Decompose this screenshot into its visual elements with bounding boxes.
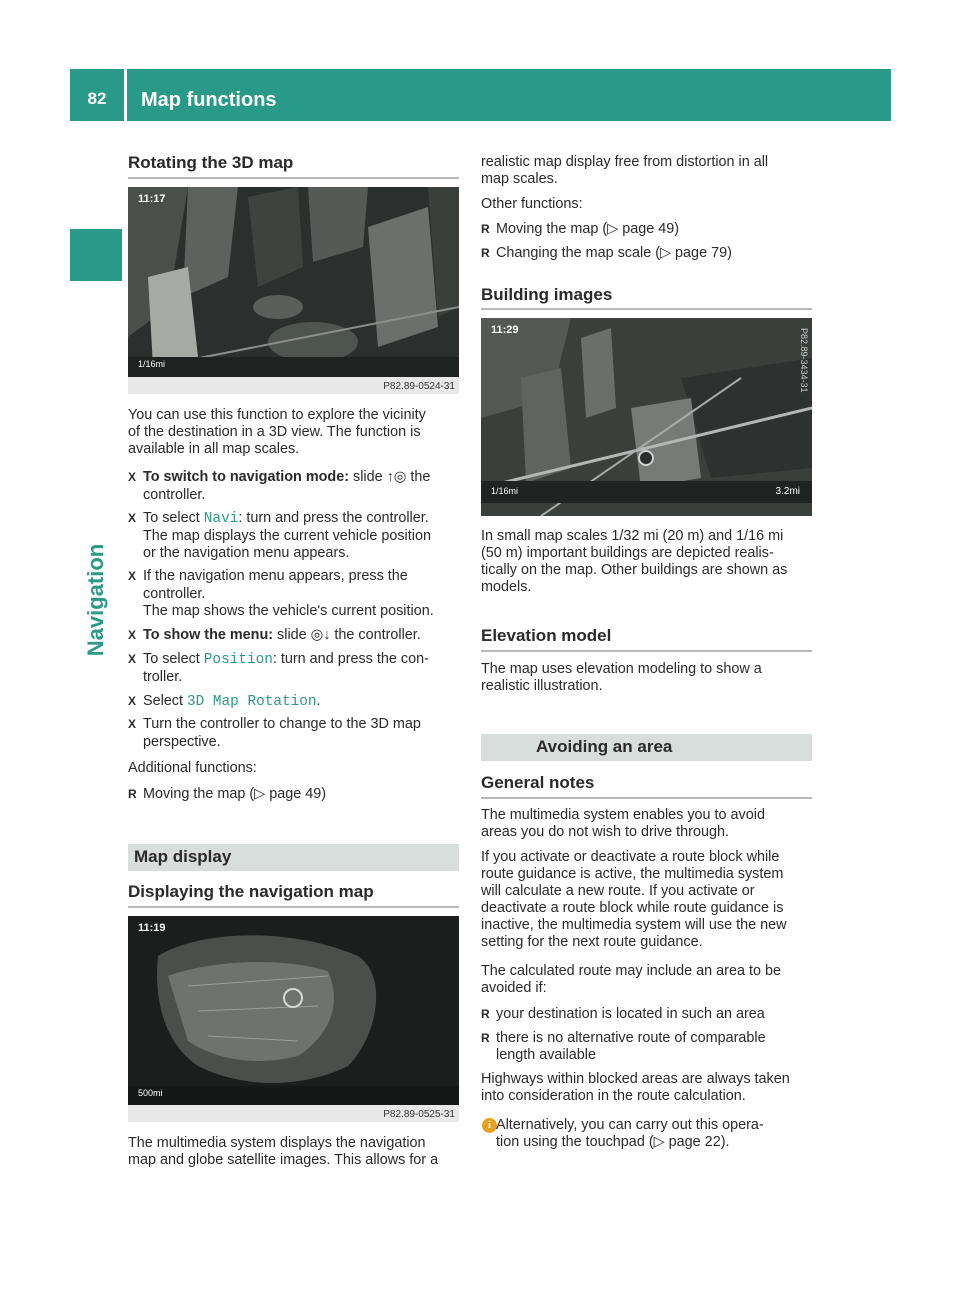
para-avoid-2: If you activate or deactivate a route block while <box>481 849 780 865</box>
step-bold: To show the menu: <box>143 627 274 643</box>
info-icon: i <box>482 1118 497 1133</box>
step-text: . <box>316 693 321 709</box>
screenshot-navigation-map <box>128 916 459 1122</box>
step-text: To select <box>143 651 204 667</box>
map-scale-label: 1/16mi <box>491 486 519 496</box>
3d-city-map-image <box>128 187 459 394</box>
step-text: Select <box>143 693 187 709</box>
menu-item-3d-map-rotation: 3D Map Rotation <box>187 694 317 710</box>
controller-slide-down-icon: ◎↓ <box>310 627 331 643</box>
para-intro-3: available in all map scales. <box>128 441 300 457</box>
para-avoid-2: inactive, the multimedia system will use the new <box>481 917 787 933</box>
para-nav-map-2: map and globe satellite images. This allows for a <box>128 1152 439 1168</box>
para-intro-2: of the destination in a 3D view. The function is <box>128 424 421 440</box>
heading-building-images: Building images <box>481 285 613 304</box>
para-cont-1: realistic map display free from distortion in all <box>481 154 769 170</box>
para-avoid-1: areas you do not wish to drive through. <box>481 824 729 840</box>
list-text: Moving the map (▷ page 49) <box>143 786 327 802</box>
heading-elevation-model: Elevation model <box>481 626 612 645</box>
bullet-marker: R <box>128 787 137 801</box>
screenshot-building-images <box>481 318 812 516</box>
step-bold: To switch to navigation mode: <box>143 469 350 485</box>
step-marker: X <box>128 652 137 666</box>
para-avoid-4: into consideration in the route calculation. <box>481 1088 746 1104</box>
side-tab-marker <box>70 229 122 281</box>
heading-general-notes: General notes <box>481 773 595 792</box>
heading-rule <box>481 308 812 310</box>
band-title-map-display: Map display <box>134 847 232 866</box>
band-title-avoiding-area: Avoiding an area <box>536 737 673 756</box>
para-avoid-1: The multimedia system enables you to avoid <box>481 807 765 823</box>
para-avoid-3: The calculated route may include an area to be <box>481 963 781 979</box>
image-code: P82.89-0524-31 <box>383 381 455 392</box>
heading-rule <box>128 906 459 908</box>
step-marker: X <box>128 628 137 642</box>
image-code: P82.89-3434-31 <box>799 328 809 393</box>
step-text: If the navigation menu appears, press the <box>143 568 408 584</box>
step-text: the controller. <box>330 627 421 643</box>
controller-slide-up-icon: ↑◎ <box>386 469 407 485</box>
step-cont: perspective. <box>143 734 221 750</box>
para-avoid-2: setting for the next route guidance. <box>481 934 703 950</box>
list-text: Moving the map (▷ page 49) <box>496 221 680 237</box>
map-scale-label: 1/16mi <box>138 359 166 369</box>
para-building-2: (50 m) important buildings are depicted realis- <box>481 545 774 561</box>
step-text: To select <box>143 510 204 526</box>
step-text: the <box>406 469 431 485</box>
para-nav-map-1: The multimedia system displays the navigation <box>128 1135 426 1151</box>
step-text: slide <box>349 469 387 485</box>
para-cont-2: map scales. <box>481 171 558 187</box>
menu-item-navi: Navi <box>203 511 239 527</box>
distance-readout: 3.2mi <box>775 486 800 497</box>
step-marker: X <box>128 717 137 731</box>
para-elevation-2: realistic illustration. <box>481 678 603 694</box>
bullet-marker: R <box>481 1031 490 1045</box>
other-functions-label: Other functions: <box>481 196 583 212</box>
step-cont: controller. <box>143 586 206 602</box>
step-cont: or the navigation menu appears. <box>143 545 350 561</box>
heading-displaying-navigation-map: Displaying the navigation map <box>128 882 374 901</box>
side-tab-label: Navigation <box>83 543 108 657</box>
para-building-3: tically on the map. Other buildings are shown as <box>481 562 788 578</box>
map-clock: 11:29 <box>491 324 519 336</box>
step-marker: X <box>128 511 137 525</box>
para-building-1: In small map scales 1/32 mi (20 m) and 1/16 mi <box>481 528 784 544</box>
bullet-marker: R <box>481 246 490 260</box>
para-avoid-2: will calculate a new route. If you activate or <box>481 883 755 899</box>
step-marker: X <box>128 694 137 708</box>
building-map-image <box>481 318 812 516</box>
info-note-2: tion using the touchpad (▷ page 22). <box>496 1134 730 1150</box>
step-text: Turn the controller to change to the 3D map <box>143 716 421 732</box>
map-clock: 11:19 <box>138 922 166 934</box>
para-avoid-3: avoided if: <box>481 980 547 996</box>
step-cont: controller. <box>143 487 206 503</box>
bullet-marker: R <box>481 222 490 236</box>
step-text: : turn and press the controller. <box>238 510 429 526</box>
heading-rotating-3d-map: Rotating the 3D map <box>128 153 294 172</box>
heading-rule <box>481 650 812 652</box>
section-title: Map functions <box>141 89 277 111</box>
list-text: there is no alternative route of comparable <box>496 1030 766 1046</box>
para-intro-1: You can use this function to explore the vicinity <box>128 407 426 423</box>
para-elevation-1: The map uses elevation modeling to show a <box>481 661 762 677</box>
para-avoid-2: deactivate a route block while route guidance is <box>481 900 784 916</box>
header-separator <box>124 69 127 121</box>
step-marker: X <box>128 470 137 484</box>
bullet-marker: R <box>481 1007 490 1021</box>
additional-label: Additional functions: <box>128 760 257 776</box>
side-tab <box>76 500 116 700</box>
para-building-4: models. <box>481 579 532 595</box>
list-cont: length available <box>496 1047 597 1063</box>
screenshot-3d-map <box>128 187 459 394</box>
step-marker: X <box>128 569 137 583</box>
image-code: P82.89-0525-31 <box>383 1109 455 1120</box>
list-text: Changing the map scale (▷ page 79) <box>496 245 732 261</box>
map-clock: 11:17 <box>138 193 166 205</box>
page-number: 82 <box>87 89 107 108</box>
step-cont: The map displays the current vehicle position <box>143 528 431 544</box>
para-avoid-4: Highways within blocked areas are always taken <box>481 1071 790 1087</box>
heading-rule <box>128 177 459 179</box>
para-avoid-2: route guidance is active, the multimedia system <box>481 866 784 882</box>
step-cont: troller. <box>143 669 183 685</box>
step-cont: The map shows the vehicle's current position. <box>143 603 434 619</box>
info-note-1: Alternatively, you can carry out this opera- <box>496 1117 764 1133</box>
heading-rule <box>481 797 812 799</box>
list-text: your destination is located in such an area <box>496 1006 765 1022</box>
step-text: : turn and press the con- <box>272 651 429 667</box>
step-text: slide <box>273 627 311 643</box>
map-scale-label: 500mi <box>138 1088 163 1098</box>
menu-item-position: Position <box>203 652 273 668</box>
satellite-map-image <box>128 916 459 1122</box>
